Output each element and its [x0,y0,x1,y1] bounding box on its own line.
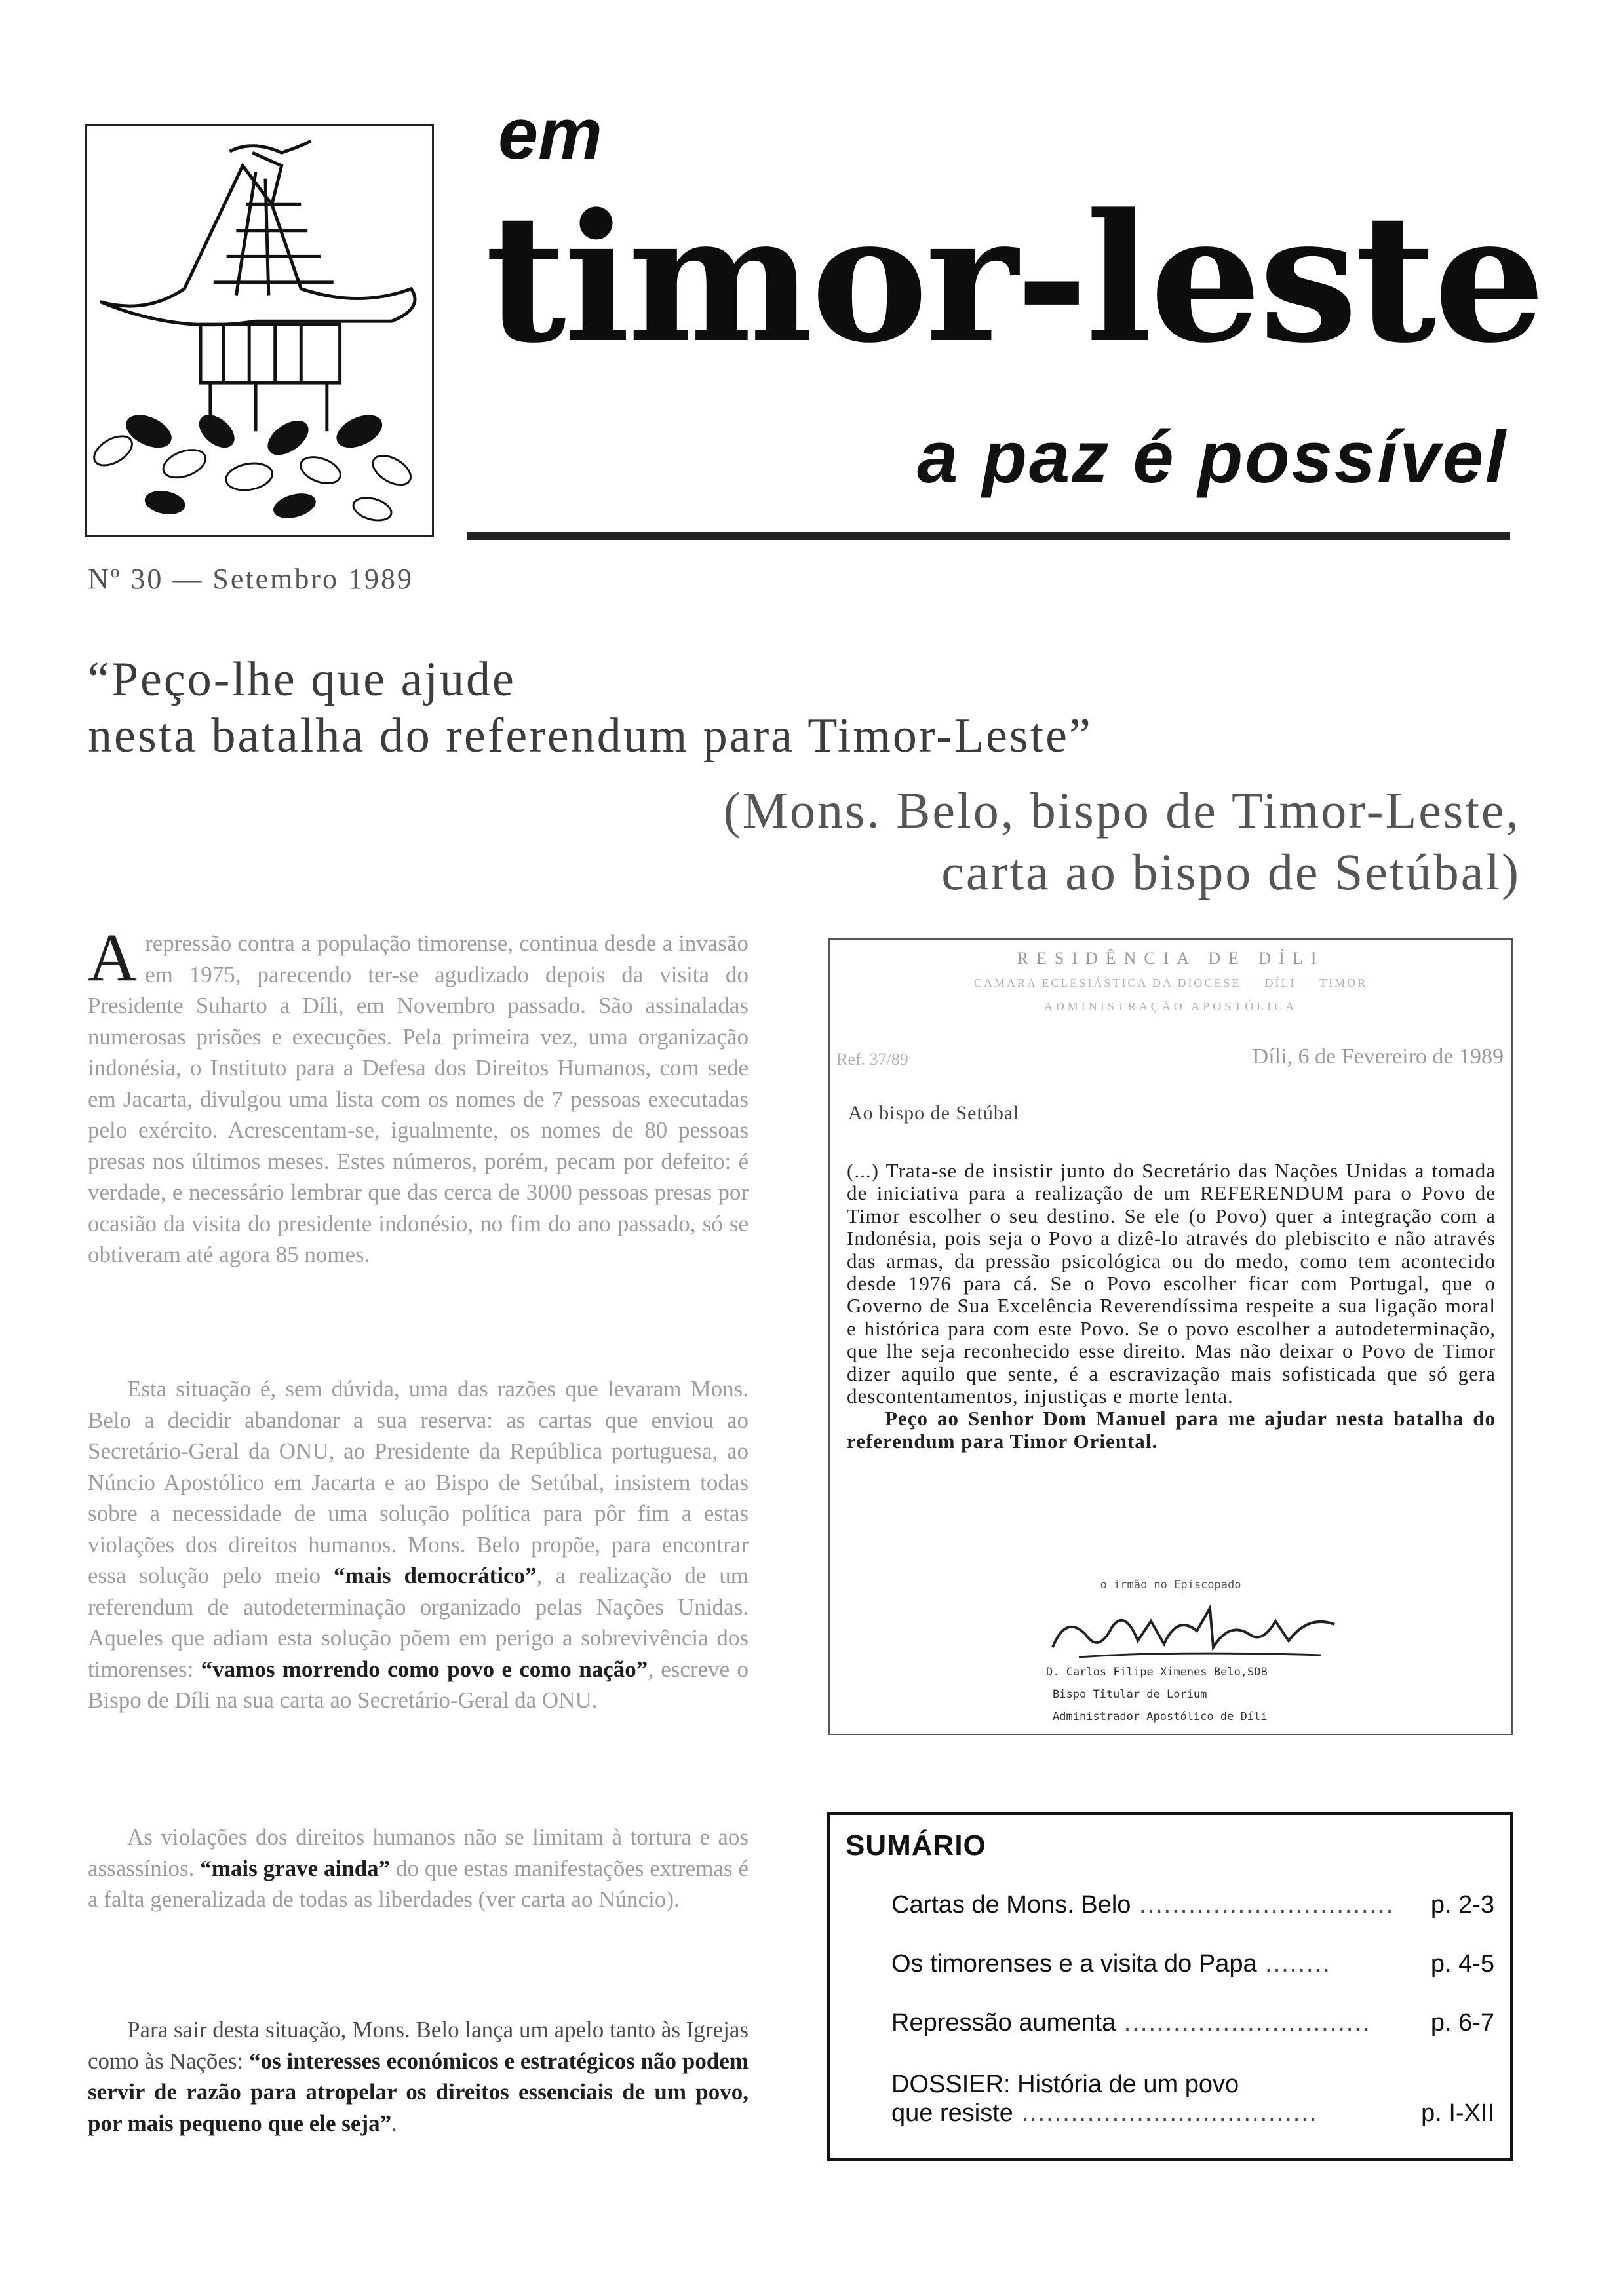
letter-date: Díli, 6 de Fevereiro de 1989 [1252,1044,1504,1069]
headline-line-2: nesta batalha do referendum para Timor-Leste” [88,709,1093,763]
signature-image [1040,1595,1348,1666]
letter-paragraph: (...) Trata-se de insistir junto do Secretário das Nações Unidas a tomada de iniciativa para a realização de um REFERENDUM para o Povo de Timor escolher o seu destino. Se ele (o Povo) quer a integração com a Indonésia, pois seja o Povo a dizê-lo através do plebiscito e não através das armas, da pressão psicológica ou do medo, como tem acontecido desde 1976 para cá. Se o Povo escolher ficar com Portugal, que o Governo de Sua Excelência Reverendíssima respeite a sua ligação moral e histórica para com este Povo. Se o povo escolher a autodeterminação, que lhe seja reconhecido esse direito. Mas não deixar o Povo de Timor dizer aquilo que sente, é a escravização mais sofisticada que só gera descontentamentos, injustiças e morte lenta. [847,1159,1496,1408]
masthead-tagline: a paz é possível [917,416,1508,498]
letterhead-subtitle: CAMARA ECLESIÁSTICA DA DIOCESE — DÍLI — TIMOR [973,976,1368,989]
letter-excerpt [828,938,1513,1735]
toc-item-title-line[interactable]: DOSSIER: História de um povo [891,2071,1239,2098]
letter-addressee: Ao bispo de Setúbal [848,1102,1020,1124]
letterhead-name: RESIDÊNCIA DE DÍLI [1017,949,1325,968]
toc-page: p. 2-3 [1430,1891,1494,1919]
headline-attribution-1: (Mons. Belo, bispo de Timor-Leste, [723,782,1521,839]
toc-page: p. 6-7 [1430,2009,1494,2037]
toc-page: p. 4-5 [1430,1950,1494,1978]
toc-item[interactable]: Os timorenses e a visita do Papa ........ p. 4-5 [891,1950,1494,1978]
masthead-logo [85,124,434,537]
masthead-em: em [498,94,602,174]
letterhead-subtitle-2: ADMINISTRAÇÃO APOSTÓLICA [1043,1000,1298,1013]
headline-line-1: “Peço-lhe que ajude [88,653,516,706]
toc-item[interactable]: que resiste .................................... p. I-XII [891,2099,1494,2127]
drop-cap: A [88,920,138,995]
toc-item[interactable]: Repressão aumenta .............................. p. 6-7 [891,2009,1494,2037]
table-of-contents [827,1812,1513,2161]
letter-reference: Ref. 37/89 [836,1050,908,1069]
toc-page: p. I-XII [1421,2099,1494,2127]
letter-request: Peço ao Senhor Dom Manuel para me ajudar nesta batalha do referendum para Timor Oriental. [847,1407,1496,1453]
article-body [88,920,749,2136]
masthead-divider [467,532,1510,540]
article-paragraph: Arepressão contra a população timorense, continua desde a invasão em 1975, parecendo ter-se agudizado depois da visita do Presidente Suharto a Díli, em Novembro passado. São assinaladas numerosas prisões e execuções. Pela primeira vez, uma organização indonésia, o Instituto para a Defesa dos Direitos Humanos, com sede em Jacarta, divulgou uma lista com os nomes de 7 pessoas executadas pelo exército. Acrescentam-se, igualmente, os nomes de 80 pessoas presas nos últimos meses. Estes números, porém, pecam por defeito: é verdade, e necessário lembrar que das cerca de 3000 pessoas presas por ocasião da visita do presidente indonésio, no fim do ano passado, só se obtiveram até agora 85 nomes. [88,920,749,1267]
article-paragraph: Para sair desta situação, Mons. Belo lança um apelo tanto às Igrejas como às Nações: “os interesses económicos e estratégicos não podem servir de razão para atropelar os direitos essenciais de um povo, por mais pequeno que ele seja”. [88,2017,749,2136]
house-logo-illustration [87,126,432,535]
toc-heading: SUMÁRIO [846,1829,986,1862]
toc-item[interactable]: Cartas de Mons. Belo ............................... p. 2-3 [891,1891,1494,1919]
headline-attribution-2: carta ao bispo de Setúbal) [941,843,1521,900]
signatory-name: D. Carlos Filipe Ximenes Belo,SDB [1046,1666,1268,1679]
signatory-role: Administrador Apostólico de Díli [1053,1710,1268,1723]
article-paragraph: As violações dos direitos humanos não se limitam à tortura e aos assassínios. “mais grave ainda” do que estas manifestações extremas é a falta generalizada de todas as liberdades (ver carta ao Núncio). [88,1824,749,1912]
signatory-title: Bispo Titular de Lorium [1053,1688,1207,1701]
article-paragraph: Esta situação é, sem dúvida, uma das razões que levaram Mons. Belo a decidir abandonar a sua reserva: as cartas que enviou ao Secretário-Geral da ONU, ao Presidente da República portuguesa, ao Núncio Apostólico em Jacarta e ao Bispo de Setúbal, insistem todas sobre a necessidade de uma solução política para pôr fim a estas violações dos direitos humanos. Mons. Belo propõe, para encontrar essa solução pelo meio “mais democrático”, a realização de um referendum de autodeterminação organizado pelas Nações Unidas. Aqueles que adiam esta solução põem em perigo a sobrevivência dos timorenses: “vamos morrendo como povo e como nação”, escreve o Bispo de Díli na sua carta ao Secretário-Geral da ONU. [88,1376,749,1713]
issue-number: Nº 30 — Setembro 1989 [88,563,414,595]
masthead-title: timor-leste [485,176,1543,382]
letter-closing: o irmão no Episcopado [1100,1578,1241,1592]
letter-body [847,1160,1496,1453]
